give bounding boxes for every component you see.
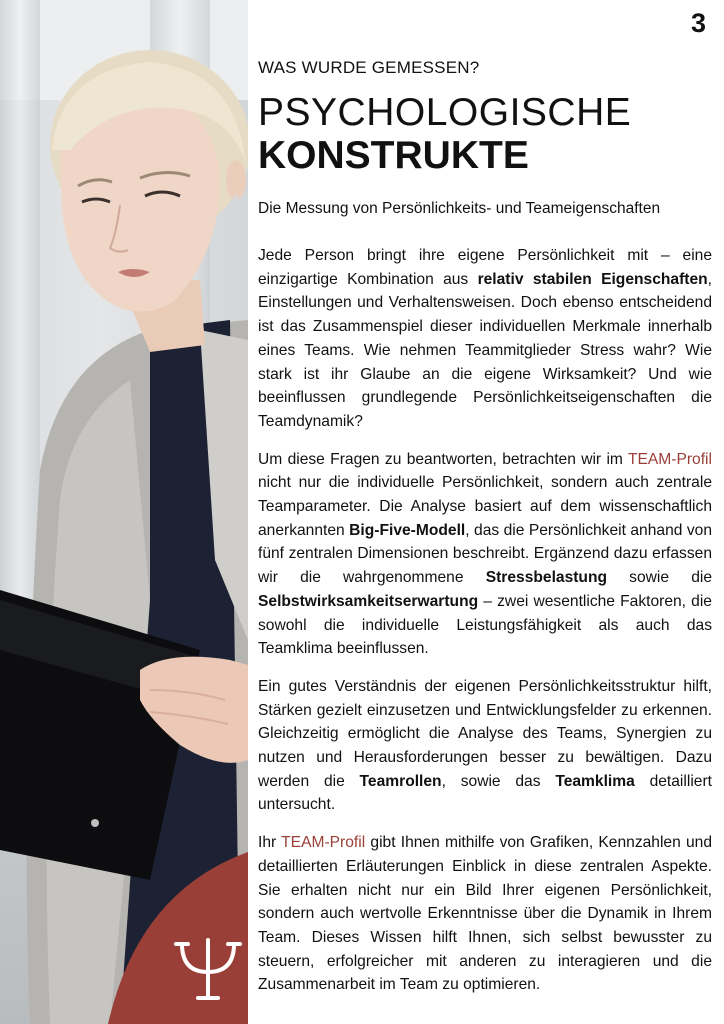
bold-term: Teamrollen — [359, 772, 442, 790]
bold-term: Teamklima — [555, 772, 635, 790]
bold-term: relativ stabilen Eigenschaften — [477, 270, 708, 288]
paragraph-1 — [258, 244, 712, 434]
bold-term: Big-Five-Modell — [349, 521, 466, 539]
text-segment: Ein gutes Verständnis der eigenen Persönlichkeitsstruktur hilft, Stärken gezielt einzusetzen und Entwicklungsfelder zu erkennen. Gleichzeitig ermöglicht die Analyse des Teams, Synergien zu nutzen und Herausforderungen besser zu bewältigen. Dazu werden die — [258, 677, 712, 790]
title-line-1: PSYCHOLOGISCHE — [258, 91, 632, 134]
psi-icon — [172, 932, 244, 1004]
text-segment: sowie die — [607, 569, 713, 587]
kicker: WAS WURDE GEMESSEN? — [258, 58, 480, 77]
text-segment: Ihr — [258, 834, 282, 852]
paragraph-4 — [258, 831, 712, 997]
title-line-2: KONSTRUKTE — [258, 134, 529, 177]
article — [258, 58, 712, 1011]
paragraph-3 — [258, 675, 712, 817]
text-segment: detailliert untersucht. — [258, 772, 712, 814]
subtitle: Die Messung von Persönlichkeits- und Teameigenschaften — [258, 200, 661, 217]
team-profil-highlight: TEAM-Profil — [627, 450, 712, 468]
text-segment: gibt Ihnen mithilfe von Grafiken, Kennzahlen und detaillierten Erläuterungen Einblick in diese zentralen Aspekte. Sie erhalten nicht nur ein Bild Ihrer eigenen Persönlichkeit, sondern auch wertvolle Erkenntnisse über die Dynamik in Ihrem Team. Dieses Wissen hilft Ihnen, sich selbst bewusster zu steuern, erfolgreicher mit anderen zu interagieren und die Zusammenarbeit im Team zu optimieren. — [258, 834, 713, 994]
text-segment: , das die Persönlichkeit anhand von fünf zentralen Dimensionen beschreibt. Ergänzend dazu erfassen wir die wahrgenommene — [258, 521, 712, 587]
text-segment: Um diese Fragen zu beantworten, betrachten wir im — [258, 450, 628, 468]
bold-term: Selbstwirksamkeitserwartung — [258, 592, 479, 610]
paragraph-2 — [258, 448, 712, 661]
text-segment: nicht nur die individuelle Persönlichkeit, sondern auch zentrale Teamparameter. Die Analyse basiert auf dem wissenschaftlich anerkannten — [258, 474, 712, 539]
bold-term: Stressbelastung — [485, 569, 608, 587]
page-number: 3 — [690, 8, 706, 38]
team-profil-highlight: TEAM-Profil — [281, 834, 366, 852]
text-segment: Jede Person bringt ihre eigene Persönlichkeit mit – eine einzigartige Kombination aus — [258, 247, 712, 288]
text-segment: , Einstellungen und Verhaltensweisen. Doch ebenso entscheidend ist das Zusammenspiel dieser individuellen Merkmale innerhalb eines Teams. Wie nehmen Teammitglieder Stress wahr? Wie stark ist ihr Glaube an die eigene Wirksamkeit? Und wie beeinflussen grundlegende Persönlichkeitseigenschaften die Teamdynamik? — [258, 270, 713, 430]
text-segment: , sowie das — [441, 772, 556, 790]
text-segment: – zwei wesentliche Faktoren, die sowohl die individuelle Leistungsfähigkeit als auch das Teamklima beeinflussen. — [258, 592, 712, 658]
